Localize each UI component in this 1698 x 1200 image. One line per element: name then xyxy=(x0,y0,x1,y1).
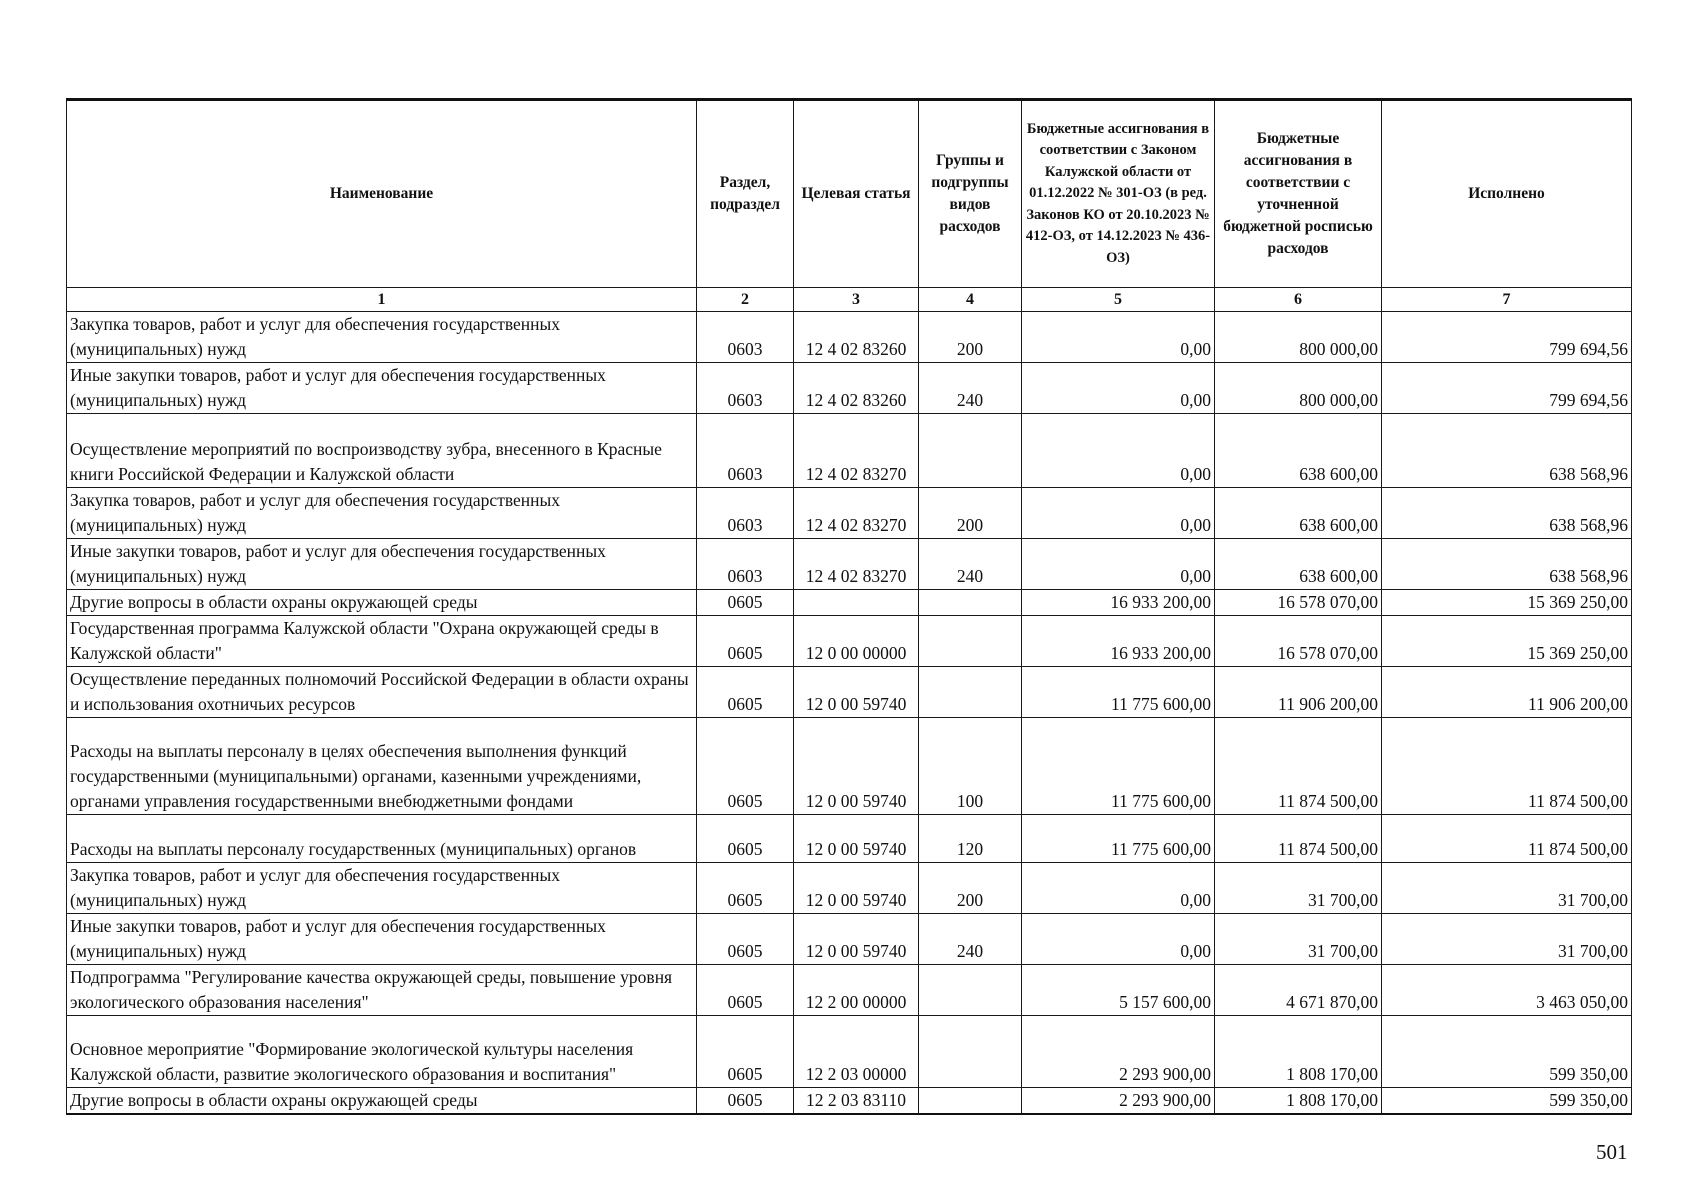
row-section: 0603 xyxy=(697,312,794,363)
row-group: 200 xyxy=(919,488,1022,539)
row-refined-amount: 638 600,00 xyxy=(1215,539,1382,590)
row-group: 240 xyxy=(919,363,1022,414)
row-article: 12 4 02 83270 xyxy=(794,488,919,539)
table-row xyxy=(67,539,1632,590)
table-row xyxy=(67,1016,1632,1088)
row-law-amount: 5 157 600,00 xyxy=(1022,965,1215,1016)
row-law-amount: 16 933 200,00 xyxy=(1022,616,1215,667)
row-group xyxy=(919,414,1022,488)
table-header xyxy=(67,100,1632,312)
row-name: Другие вопросы в области охраны окружающей среды xyxy=(67,1088,697,1115)
table-row xyxy=(67,914,1632,965)
row-law-amount: 0,00 xyxy=(1022,414,1215,488)
column-number-row xyxy=(67,288,1632,312)
row-name: Закупка товаров, работ и услуг для обеспечения государственных (муниципальных) нужд xyxy=(67,488,697,539)
row-law-amount: 11 775 600,00 xyxy=(1022,815,1215,863)
row-article: 12 0 00 59740 xyxy=(794,667,919,718)
column-number: 6 xyxy=(1215,288,1382,312)
row-group: 200 xyxy=(919,863,1022,914)
row-name: Расходы на выплаты персоналу в целях обеспечения выполнения функций государственными (муниципальными) органами, казенными учреждениями, органами управления государственными внебюджетными фондами xyxy=(67,718,697,815)
row-name: Расходы на выплаты персоналу государственных (муниципальных) органов xyxy=(67,815,697,863)
page-number: 501 xyxy=(1596,1140,1628,1164)
row-section: 0605 xyxy=(697,590,794,616)
table-row xyxy=(67,863,1632,914)
row-group xyxy=(919,1088,1022,1115)
row-section: 0605 xyxy=(697,965,794,1016)
row-law-amount: 2 293 900,00 xyxy=(1022,1088,1215,1115)
row-law-amount: 11 775 600,00 xyxy=(1022,667,1215,718)
row-name: Закупка товаров, работ и услуг для обеспечения государственных (муниципальных) нужд xyxy=(67,312,697,363)
row-section: 0605 xyxy=(697,718,794,815)
row-article: 12 0 00 59740 xyxy=(794,863,919,914)
row-group xyxy=(919,590,1022,616)
table-row xyxy=(67,363,1632,414)
row-name: Основное мероприятие "Формирование экологической культуры населения Калужской области, развитие экологического образования и воспитания" xyxy=(67,1016,697,1088)
row-executed-amount: 31 700,00 xyxy=(1382,914,1632,965)
row-law-amount: 11 775 600,00 xyxy=(1022,718,1215,815)
row-article: 12 2 00 00000 xyxy=(794,965,919,1016)
row-refined-amount: 638 600,00 xyxy=(1215,488,1382,539)
row-group: 200 xyxy=(919,312,1022,363)
header-law-allocations: Бюджетные ассигнования в соответствии с Законом Калужской области от 01.12.2022 № 301-ОЗ (в ред. Законов КО от 20.10.2023 № 412-ОЗ, от 14.12.2023 № 436-ОЗ) xyxy=(1022,100,1215,288)
column-number: 7 xyxy=(1382,288,1632,312)
row-law-amount: 0,00 xyxy=(1022,488,1215,539)
row-refined-amount: 1 808 170,00 xyxy=(1215,1088,1382,1115)
row-name: Иные закупки товаров, работ и услуг для обеспечения государственных (муниципальных) нужд xyxy=(67,539,697,590)
row-law-amount: 16 933 200,00 xyxy=(1022,590,1215,616)
row-refined-amount: 16 578 070,00 xyxy=(1215,590,1382,616)
table-body xyxy=(67,312,1632,1115)
row-name: Государственная программа Калужской области "Охрана окружающей среды в Калужской области" xyxy=(67,616,697,667)
row-executed-amount: 638 568,96 xyxy=(1382,488,1632,539)
row-executed-amount: 11 874 500,00 xyxy=(1382,815,1632,863)
row-law-amount: 0,00 xyxy=(1022,914,1215,965)
row-group xyxy=(919,1016,1022,1088)
row-section: 0603 xyxy=(697,488,794,539)
row-refined-amount: 16 578 070,00 xyxy=(1215,616,1382,667)
row-article: 12 0 00 59740 xyxy=(794,718,919,815)
row-executed-amount: 599 350,00 xyxy=(1382,1016,1632,1088)
header-article: Целевая статья xyxy=(794,100,919,288)
row-executed-amount: 3 463 050,00 xyxy=(1382,965,1632,1016)
row-refined-amount: 800 000,00 xyxy=(1215,363,1382,414)
row-executed-amount: 599 350,00 xyxy=(1382,1088,1632,1115)
table-row xyxy=(67,718,1632,815)
row-article: 12 0 00 59740 xyxy=(794,914,919,965)
row-name: Закупка товаров, работ и услуг для обеспечения государственных (муниципальных) нужд xyxy=(67,863,697,914)
row-executed-amount: 11 906 200,00 xyxy=(1382,667,1632,718)
row-law-amount: 0,00 xyxy=(1022,312,1215,363)
row-refined-amount: 800 000,00 xyxy=(1215,312,1382,363)
row-law-amount: 0,00 xyxy=(1022,539,1215,590)
row-section: 0603 xyxy=(697,363,794,414)
column-number: 4 xyxy=(919,288,1022,312)
row-refined-amount: 31 700,00 xyxy=(1215,914,1382,965)
column-number: 2 xyxy=(697,288,794,312)
row-section: 0605 xyxy=(697,1016,794,1088)
row-group: 240 xyxy=(919,539,1022,590)
row-section: 0605 xyxy=(697,1088,794,1115)
column-number: 3 xyxy=(794,288,919,312)
row-executed-amount: 799 694,56 xyxy=(1382,363,1632,414)
row-refined-amount: 4 671 870,00 xyxy=(1215,965,1382,1016)
row-article: 12 4 02 83260 xyxy=(794,363,919,414)
row-name: Осуществление мероприятий по воспроизводству зубра, внесенного в Красные книги Российской Федерации и Калужской области xyxy=(67,414,697,488)
row-name: Другие вопросы в области охраны окружающей среды xyxy=(67,590,697,616)
row-law-amount: 0,00 xyxy=(1022,363,1215,414)
header-section: Раздел, подраздел xyxy=(697,100,794,288)
row-article xyxy=(794,590,919,616)
column-number: 1 xyxy=(67,288,697,312)
row-executed-amount: 15 369 250,00 xyxy=(1382,590,1632,616)
table-row xyxy=(67,312,1632,363)
row-law-amount: 0,00 xyxy=(1022,863,1215,914)
row-executed-amount: 31 700,00 xyxy=(1382,863,1632,914)
row-refined-amount: 31 700,00 xyxy=(1215,863,1382,914)
row-refined-amount: 11 874 500,00 xyxy=(1215,718,1382,815)
row-article: 12 2 03 83110 xyxy=(794,1088,919,1115)
row-group xyxy=(919,667,1022,718)
row-section: 0605 xyxy=(697,863,794,914)
row-refined-amount: 638 600,00 xyxy=(1215,414,1382,488)
table-row xyxy=(67,414,1632,488)
header-executed: Исполнено xyxy=(1382,100,1632,288)
row-name: Осуществление переданных полномочий Российской Федерации в области охраны и использования охотничьих ресурсов xyxy=(67,667,697,718)
table-row xyxy=(67,965,1632,1016)
row-group: 100 xyxy=(919,718,1022,815)
row-executed-amount: 15 369 250,00 xyxy=(1382,616,1632,667)
row-executed-amount: 11 874 500,00 xyxy=(1382,718,1632,815)
row-group: 120 xyxy=(919,815,1022,863)
table-row xyxy=(67,616,1632,667)
header-expense-group: Группы и подгруппы видов расходов xyxy=(919,100,1022,288)
table-row xyxy=(67,488,1632,539)
row-group xyxy=(919,965,1022,1016)
row-executed-amount: 799 694,56 xyxy=(1382,312,1632,363)
row-group: 240 xyxy=(919,914,1022,965)
row-section: 0605 xyxy=(697,667,794,718)
row-article: 12 0 00 00000 xyxy=(794,616,919,667)
row-executed-amount: 638 568,96 xyxy=(1382,414,1632,488)
row-law-amount: 2 293 900,00 xyxy=(1022,1016,1215,1088)
budget-table xyxy=(66,98,1632,1115)
row-name: Подпрограмма "Регулирование качества окружающей среды, повышение уровня экологического образования населения" xyxy=(67,965,697,1016)
header-name: Наименование xyxy=(67,100,697,288)
row-section: 0605 xyxy=(697,914,794,965)
row-refined-amount: 11 874 500,00 xyxy=(1215,815,1382,863)
row-section: 0603 xyxy=(697,414,794,488)
row-article: 12 0 00 59740 xyxy=(794,815,919,863)
row-section: 0605 xyxy=(697,815,794,863)
table-row xyxy=(67,815,1632,863)
column-number: 5 xyxy=(1022,288,1215,312)
row-refined-amount: 1 808 170,00 xyxy=(1215,1016,1382,1088)
row-section: 0603 xyxy=(697,539,794,590)
row-article: 12 2 03 00000 xyxy=(794,1016,919,1088)
row-refined-amount: 11 906 200,00 xyxy=(1215,667,1382,718)
row-section: 0605 xyxy=(697,616,794,667)
row-name: Иные закупки товаров, работ и услуг для обеспечения государственных (муниципальных) нужд xyxy=(67,914,697,965)
row-executed-amount: 638 568,96 xyxy=(1382,539,1632,590)
row-article: 12 4 02 83270 xyxy=(794,539,919,590)
row-name: Иные закупки товаров, работ и услуг для обеспечения государственных (муниципальных) нужд xyxy=(67,363,697,414)
header-refined-allocations: Бюджетные ассигнования в соответствии с уточненной бюджетной росписью расходов xyxy=(1215,100,1382,288)
row-group xyxy=(919,616,1022,667)
row-article: 12 4 02 83270 xyxy=(794,414,919,488)
table-row xyxy=(67,667,1632,718)
table-row xyxy=(67,1088,1632,1115)
row-article: 12 4 02 83260 xyxy=(794,312,919,363)
table-row xyxy=(67,590,1632,616)
